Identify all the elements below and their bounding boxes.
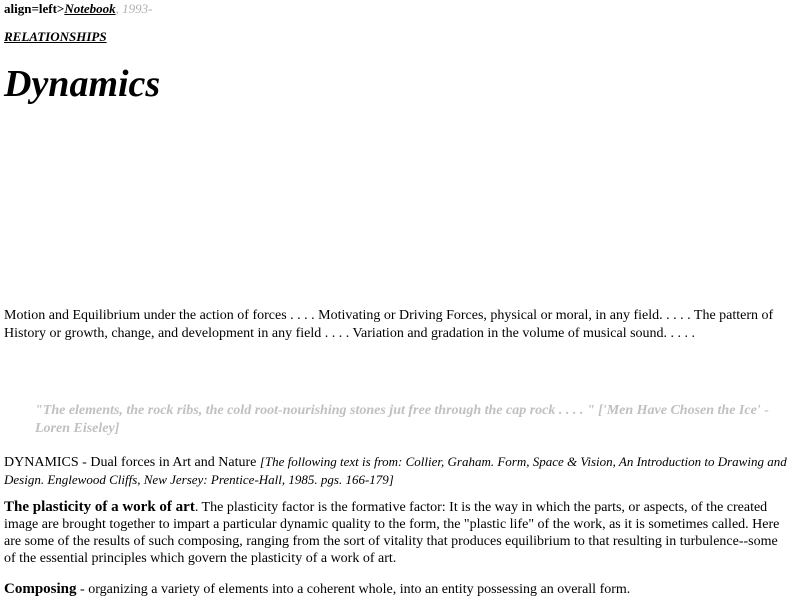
composing-paragraph — [4, 581, 788, 598]
dynamics-text: DYNAMICS - Dual forces in Art and Nature — [4, 455, 260, 470]
notebook-link[interactable]: Notebook — [64, 1, 116, 16]
header-year: , 1993- — [115, 1, 153, 16]
composing-lead: Composing — [4, 581, 77, 597]
header-line — [4, 1, 152, 17]
definition-paragraph: Motion and Equilibrium under the action of forces . . . . Motivating or Driving Forces, physical or moral, in any field. . . . . The pattern of History or growth, change, and development in any field . . . . Variation and gradation in the volume of musical sound. . . . . — [4, 308, 774, 341]
header-prefix: align=left> — [4, 1, 65, 16]
plasticity-text: . The plasticity factor is the formative factor: It is the way in which the parts, or aspects, of the created image are brought together to impart a particular dynamic quality to the form, the "plastic life" of the work, as it is sometimes called. Here are some of the results of such composing, ranging from the sort of vitality that produces equilibrium to that resulting in turbulence--some of the essential principles which govern the plasticity of a work of art. — [4, 500, 780, 566]
plasticity-lead: The plasticity of a work of art — [4, 499, 195, 515]
eiseley-quote: "The elements, the rock ribs, the cold root-nourishing stones jut free through the cap rock . . . . " ['Men Have Chosen the Ice' - Loren Eiseley] — [35, 403, 769, 436]
composing-text: - organizing a variety of elements into a coherent whole, into an entity possessing an overall form. — [76, 582, 631, 597]
dynamics-paragraph — [4, 453, 788, 489]
plasticity-paragraph — [4, 499, 788, 567]
page-title: Dynamics — [4, 63, 161, 105]
dynamics-citation: [The following text is from: Collier, Graham. Form, Space & Vision, An Introduction to Drawing and Design. Englewood Cliffs, New Jersey: Prentice-Hall, 1985. pgs. 166-179] — [4, 454, 787, 487]
relationships-link[interactable]: RELATIONSHIPS — [4, 29, 107, 44]
